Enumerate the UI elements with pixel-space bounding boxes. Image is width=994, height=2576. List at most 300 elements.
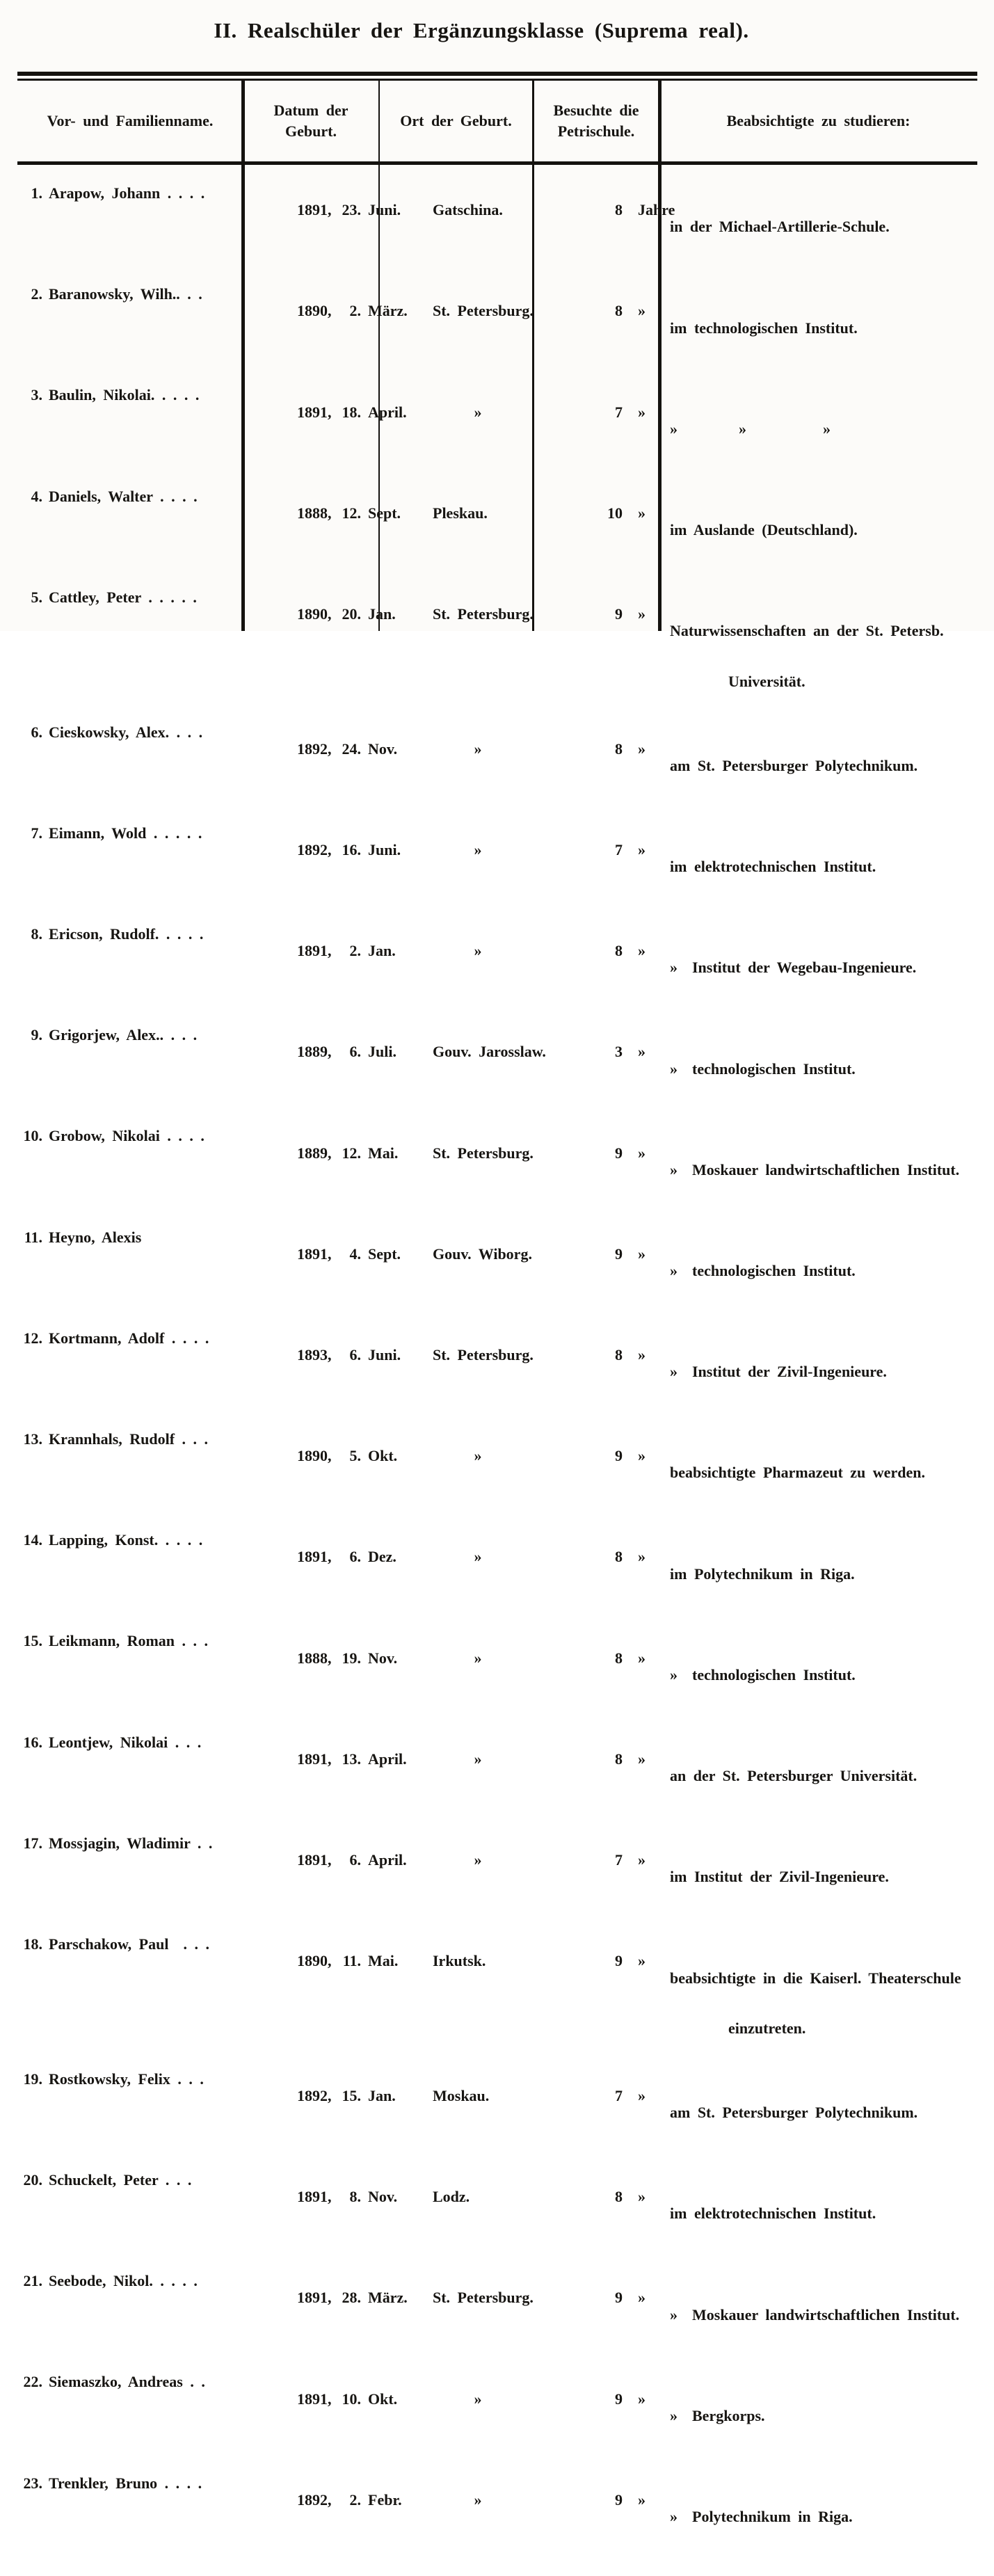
- study-intent: im technologischen Institut.: [670, 319, 858, 337]
- row-number: 4.: [31, 487, 42, 505]
- study-intent-cell: [659, 1835, 977, 1936]
- years-attended-cell: [533, 1734, 659, 1785]
- study-intent: » » »: [670, 419, 831, 438]
- name-cell: [17, 2374, 243, 2390]
- header-row: [17, 81, 977, 161]
- birth-place-cell: [379, 926, 533, 977]
- table-row: [17, 1734, 977, 1835]
- birth-month: Febr.: [368, 2490, 402, 2509]
- birth-place-cell: [379, 1734, 533, 1785]
- table-row: [17, 926, 977, 1027]
- years-attended: 7: [615, 2086, 623, 2104]
- birth-year: 1890,: [297, 302, 332, 320]
- study-intent-cell: [659, 2172, 977, 2273]
- study-intent-cell: [659, 185, 977, 286]
- birth-place: St. Petersburg.: [433, 2289, 534, 2307]
- birth-place-cell: [379, 2273, 533, 2323]
- years-attended-cell: [533, 1431, 659, 1482]
- birth-place: St. Petersburg.: [433, 605, 534, 623]
- birth-place-cell: [379, 1532, 533, 1583]
- row-number: 14.: [23, 1531, 42, 1549]
- birth-date-cell: [243, 926, 396, 977]
- student-name: Cattley, Peter . . . . .: [49, 588, 197, 606]
- student-name: Parschakow, Paul . . .: [49, 1935, 209, 1953]
- student-name: Ericson, Rudolf. . . . .: [49, 925, 204, 943]
- birth-place-cell: [379, 1330, 533, 1381]
- birth-month: Juni.: [368, 840, 401, 858]
- birth-year: 1892,: [297, 739, 332, 758]
- years-attended-cell: [533, 2172, 659, 2223]
- student-name: Baulin, Nikolai. . . . .: [49, 386, 200, 404]
- years-attended: 9: [615, 605, 623, 623]
- table-row: [17, 387, 977, 488]
- student-name: Daniels, Walter . . . .: [49, 487, 198, 505]
- years-attended-cell: [533, 1936, 659, 1987]
- name-cell: [17, 1027, 243, 1043]
- study-intent: » technologischen Institut.: [670, 1262, 856, 1279]
- birth-month: Okt.: [368, 1447, 398, 1465]
- years-attended-cell: [533, 488, 659, 539]
- years-attended: 8: [615, 1649, 623, 1667]
- study-intent-cell: [659, 1431, 977, 1532]
- study-intent: in der Michael-Artillerie-Schule.: [670, 218, 890, 236]
- birth-place: St. Petersburg.: [433, 1346, 534, 1364]
- name-cell: [17, 1936, 243, 1953]
- birth-month: März.: [368, 302, 408, 320]
- years-attended-cell: [533, 1229, 659, 1280]
- years-attended: 8: [615, 201, 623, 219]
- table-row: [17, 825, 977, 926]
- table-row: [17, 286, 977, 387]
- birth-year: 1891,: [297, 403, 332, 421]
- birth-day: 18.: [342, 403, 361, 421]
- table-row: [17, 1229, 977, 1330]
- birth-year: 1889,: [297, 1043, 332, 1061]
- birth-date-cell: [243, 2172, 398, 2223]
- birth-month: April.: [368, 403, 407, 421]
- name-cell: [17, 589, 243, 606]
- birth-month: Dez.: [368, 1548, 396, 1566]
- birth-place-cell: [379, 589, 533, 640]
- table-row: [17, 488, 977, 589]
- row-number: 10.: [23, 1127, 42, 1145]
- student-name: Cieskowsky, Alex. . . .: [49, 723, 203, 741]
- study-intent: im Auslande (Deutschland).: [670, 521, 858, 539]
- row-number: 19.: [23, 2070, 42, 2088]
- student-name: Mossjagin, Wladimir . .: [49, 1834, 213, 1852]
- years-attended: 9: [615, 1952, 623, 1970]
- years-attended: 8: [615, 1750, 623, 1768]
- years-attended-cell: [533, 825, 659, 876]
- study-intent: beabsichtigte Pharmazeut zu werden.: [670, 1464, 925, 1482]
- years-unit: »: [638, 403, 646, 421]
- years-attended: 7: [615, 403, 623, 421]
- birth-place-cell: [379, 2374, 533, 2424]
- birth-place: »: [474, 2390, 482, 2408]
- name-cell: [17, 1431, 243, 1448]
- years-attended: 9: [615, 2390, 623, 2408]
- student-name: Krannhals, Rudolf . . .: [49, 1430, 209, 1448]
- years-unit: »: [638, 942, 646, 960]
- student-name: Leontjew, Nikolai . . .: [49, 1733, 202, 1751]
- birth-place-cell: [379, 724, 533, 775]
- birth-month: Okt.: [368, 2390, 398, 2408]
- study-intent: beabsichtigte in die Kaiserl. Theaterschule: [670, 1969, 961, 1987]
- student-name: Kortmann, Adolf . . . .: [49, 1329, 209, 1347]
- header-study-label: Beabsichtigte zu studieren:: [726, 112, 911, 129]
- header-cell-study: [659, 81, 977, 161]
- birth-month: Mai.: [368, 1952, 399, 1970]
- birth-day: 28.: [342, 2289, 361, 2307]
- study-intent-cell: [659, 2475, 977, 2576]
- student-name: Baranowsky, Wilh.. . .: [49, 285, 202, 303]
- years-attended: 9: [615, 1245, 623, 1263]
- birth-place: St. Petersburg.: [433, 1144, 534, 1162]
- birth-date-cell: [243, 387, 407, 438]
- birth-place: Moskau.: [433, 2086, 490, 2104]
- birth-place-cell: [379, 1835, 533, 1886]
- birth-day: 16.: [342, 840, 361, 858]
- header-cell-name: [17, 81, 243, 161]
- birth-month: April.: [368, 1851, 407, 1869]
- years-unit: »: [638, 2188, 646, 2206]
- name-cell: [17, 185, 243, 202]
- birth-place: »: [474, 942, 482, 960]
- birth-place: »: [474, 2490, 482, 2509]
- name-cell: [17, 825, 243, 842]
- birth-day: 20.: [342, 605, 361, 623]
- birth-date-cell: [243, 185, 401, 236]
- birth-day: 4.: [349, 1245, 361, 1263]
- years-unit: »: [638, 2490, 646, 2509]
- table-row: [17, 2273, 977, 2374]
- birth-day: 2.: [349, 302, 361, 320]
- study-intent-cell: [659, 387, 977, 488]
- birth-date-cell: [243, 589, 396, 640]
- birth-month: Sept.: [368, 504, 401, 522]
- birth-place: Lodz.: [433, 2188, 470, 2206]
- name-cell: [17, 1835, 243, 1852]
- years-attended: 7: [615, 840, 623, 858]
- study-intent-continuation: Universität.: [728, 672, 805, 690]
- birth-month: Nov.: [368, 1649, 398, 1667]
- table-row: [17, 1128, 977, 1229]
- years-unit: »: [638, 739, 646, 758]
- student-name: Rostkowsky, Felix . . .: [49, 2070, 204, 2088]
- student-name: Arapow, Johann . . . .: [49, 184, 205, 202]
- birth-place-cell: [379, 2071, 533, 2122]
- birth-year: 1891,: [297, 1750, 332, 1768]
- study-intent-cell: [659, 1128, 977, 1229]
- study-intent: am St. Petersburger Polytechnikum.: [670, 2104, 918, 2122]
- birth-day: 6.: [349, 1346, 361, 1364]
- table-row: [17, 589, 977, 724]
- name-cell: [17, 286, 243, 303]
- birth-date-cell: [243, 488, 401, 539]
- years-attended: 7: [615, 1851, 623, 1869]
- row-number: 6.: [31, 723, 42, 741]
- name-cell: [17, 1128, 243, 1144]
- years-attended-cell: [533, 1633, 659, 1683]
- birth-day: 12.: [342, 1144, 361, 1162]
- table-row: [17, 2374, 977, 2474]
- row-number: 22.: [23, 2373, 42, 2391]
- birth-date-cell: [243, 1936, 399, 1987]
- years-attended-cell: [533, 1027, 659, 1078]
- birth-place: »: [474, 739, 482, 758]
- birth-day: 6.: [349, 1043, 361, 1061]
- name-cell: [17, 1229, 243, 1246]
- birth-place-cell: [379, 2475, 533, 2526]
- study-intent: » Moskauer landwirtschaftlichen Institut.: [670, 2305, 960, 2323]
- years-unit: »: [638, 1548, 646, 1566]
- birth-place-cell: [379, 488, 533, 539]
- study-intent-cell: [659, 825, 977, 926]
- years-attended: 9: [615, 2490, 623, 2509]
- birth-place-cell: [379, 1633, 533, 1683]
- name-cell: [17, 1633, 243, 1649]
- birth-day: 10.: [342, 2390, 361, 2408]
- birth-month: Jan.: [368, 942, 396, 960]
- birth-day: 13.: [342, 1750, 361, 1768]
- birth-year: 1892,: [297, 2086, 332, 2104]
- study-intent: » Polytechnikum in Riga.: [670, 2508, 853, 2526]
- birth-place-cell: [379, 387, 533, 438]
- birth-place-cell: [379, 825, 533, 876]
- row-number: 21.: [23, 2272, 42, 2290]
- birth-day: 11.: [342, 1952, 361, 1970]
- birth-year: 1891,: [297, 2390, 332, 2408]
- birth-day: 5.: [349, 1447, 361, 1465]
- years-unit: »: [638, 1851, 646, 1869]
- birth-year: 1891,: [297, 2289, 332, 2307]
- name-cell: [17, 724, 243, 741]
- row-number: 16.: [23, 1733, 42, 1751]
- table-row: [17, 1936, 977, 2071]
- study-intent-cell: [659, 926, 977, 1027]
- name-cell: [17, 2071, 243, 2088]
- years-unit: »: [638, 605, 646, 623]
- birth-place: »: [474, 840, 482, 858]
- header-cell-school: [533, 81, 659, 161]
- years-unit: »: [638, 1750, 646, 1768]
- birth-year: 1888,: [297, 504, 332, 522]
- years-attended-cell: [533, 286, 659, 337]
- table-row: [17, 1633, 977, 1734]
- study-intent: am St. Petersburger Polytechnikum.: [670, 756, 918, 774]
- row-number: 12.: [23, 1329, 42, 1347]
- birth-date-cell: [243, 825, 401, 876]
- birth-place-cell: [379, 185, 533, 236]
- years-unit: »: [638, 1043, 646, 1061]
- birth-month: Jan.: [368, 2086, 396, 2104]
- birth-day: 24.: [342, 739, 361, 758]
- years-unit: »: [638, 1144, 646, 1162]
- students-table: [17, 72, 977, 2526]
- study-intent-continuation: einzutreten.: [728, 2019, 806, 2038]
- study-intent-cell: [659, 286, 977, 387]
- years-attended-cell: [533, 185, 675, 236]
- birth-year: 1890,: [297, 1447, 332, 1465]
- table-row: [17, 2071, 977, 2172]
- study-intent: » technologischen Institut.: [670, 1665, 856, 1683]
- birth-day: 19.: [342, 1649, 361, 1667]
- birth-date-cell: [243, 1532, 396, 1583]
- years-unit: »: [638, 840, 646, 858]
- years-unit: »: [638, 2086, 646, 2104]
- years-attended: 8: [615, 1346, 623, 1364]
- row-number: 15.: [23, 1632, 42, 1650]
- header-school-line1: Besuchte die: [553, 102, 639, 119]
- years-unit: »: [638, 1952, 646, 1970]
- years-attended-cell: [533, 724, 659, 775]
- row-number: 13.: [23, 1430, 42, 1448]
- birth-month: Juli.: [368, 1043, 396, 1061]
- study-intent: im elektrotechnischen Institut.: [670, 2205, 876, 2223]
- row-number: 11.: [24, 1228, 42, 1246]
- years-attended-cell: [533, 1330, 659, 1381]
- study-intent-cell: [659, 1229, 977, 1330]
- study-intent: im elektrotechnischen Institut.: [670, 858, 876, 876]
- birth-date-cell: [243, 1330, 401, 1381]
- study-intent-cell: [659, 1330, 977, 1431]
- study-intent-cell: [659, 724, 977, 825]
- header-school-line2: Petrischule.: [557, 122, 635, 140]
- years-attended-cell: [533, 926, 659, 977]
- row-number: 23.: [23, 2474, 42, 2492]
- row-number: 3.: [31, 386, 42, 404]
- birth-month: Nov.: [368, 2188, 398, 2206]
- study-intent: » technologischen Institut.: [670, 1059, 856, 1078]
- study-intent-cell: [659, 2071, 977, 2172]
- study-intent: » Institut der Wegebau-Ingenieure.: [670, 959, 917, 977]
- birth-date-cell: [243, 724, 398, 775]
- study-intent: » Institut der Zivil-Ingenieure.: [670, 1363, 887, 1381]
- table-row: [17, 1835, 977, 1936]
- birth-month: April.: [368, 1750, 407, 1768]
- name-cell: [17, 387, 243, 403]
- name-cell: [17, 2172, 243, 2189]
- birth-day: 2.: [349, 942, 361, 960]
- table-row: [17, 1532, 977, 1633]
- row-number: 17.: [23, 1834, 42, 1852]
- years-attended: 9: [615, 1144, 623, 1162]
- birth-month: Juni.: [368, 1346, 401, 1364]
- name-cell: [17, 2475, 243, 2492]
- study-intent-cell: [659, 589, 977, 724]
- birth-day: 2.: [349, 2490, 361, 2509]
- birth-date-cell: [243, 1734, 407, 1785]
- birth-place-cell: [379, 286, 533, 337]
- student-name: Eimann, Wold . . . . .: [49, 824, 202, 842]
- years-unit: »: [638, 2289, 646, 2307]
- study-intent: an der St. Petersburger Universität.: [670, 1767, 917, 1785]
- birth-month: Mai.: [368, 1144, 399, 1162]
- years-attended: 8: [615, 942, 623, 960]
- study-intent-cell: [659, 2374, 977, 2474]
- birth-year: 1892,: [297, 840, 332, 858]
- student-name: Siemaszko, Andreas . .: [49, 2373, 205, 2391]
- row-number: 5.: [31, 588, 42, 606]
- birth-place: Gatschina.: [433, 201, 503, 219]
- birth-place: St. Petersburg.: [433, 302, 534, 320]
- birth-year: 1891,: [297, 1851, 332, 1869]
- years-attended-cell: [533, 1128, 659, 1178]
- name-cell: [17, 2273, 243, 2289]
- birth-place: »: [474, 1750, 482, 1768]
- table-row: [17, 724, 977, 825]
- name-cell: [17, 1330, 243, 1347]
- birth-year: 1890,: [297, 1952, 332, 1970]
- birth-date-cell: [243, 1633, 398, 1683]
- birth-place-cell: [379, 2172, 533, 2223]
- row-number: 9.: [31, 1026, 42, 1044]
- years-attended-cell: [533, 1835, 659, 1886]
- student-name: Grobow, Nikolai . . . .: [49, 1127, 205, 1145]
- study-intent: Naturwissenschaften an der St. Petersb.: [670, 622, 944, 640]
- birth-place-cell: [379, 1027, 546, 1078]
- header-name-label: Vor- und Familienname.: [47, 112, 214, 129]
- birth-place: Gouv. Jarosslaw.: [433, 1043, 546, 1061]
- birth-year: 1889,: [297, 1144, 332, 1162]
- student-name: Lapping, Konst. . . . .: [49, 1531, 203, 1549]
- table-row: [17, 1330, 977, 1431]
- page-title: II. Realschüler der Ergänzungsklasse (Suprema real).: [214, 18, 749, 42]
- years-attended: 9: [615, 1447, 623, 1465]
- birth-month: Sept.: [368, 1245, 401, 1263]
- birth-place: »: [474, 1447, 482, 1465]
- student-name: Schuckelt, Peter . . .: [49, 2170, 192, 2189]
- birth-place: Gouv. Wiborg.: [433, 1245, 532, 1263]
- birth-date-cell: [243, 1027, 396, 1078]
- birth-year: 1891,: [297, 2188, 332, 2206]
- study-intent-cell: [659, 1734, 977, 1835]
- student-name: Trenkler, Bruno . . . .: [49, 2474, 202, 2492]
- birth-month: Juni.: [368, 201, 401, 219]
- years-attended-cell: [533, 589, 659, 640]
- birth-date-cell: [243, 2071, 396, 2122]
- birth-place: »: [474, 1548, 482, 1566]
- years-unit: »: [638, 2390, 646, 2408]
- table-row: [17, 2475, 977, 2576]
- years-attended-cell: [533, 2273, 659, 2323]
- row-number: 18.: [23, 1935, 42, 1953]
- birth-place: »: [474, 1851, 482, 1869]
- birth-month: Jan.: [368, 605, 396, 623]
- birth-month: Nov.: [368, 739, 398, 758]
- table-row: [17, 185, 977, 286]
- study-intent-cell: [659, 488, 977, 589]
- table-row: [17, 1431, 977, 1532]
- table-row: [17, 2172, 977, 2273]
- birth-year: 1891,: [297, 1245, 332, 1263]
- header-cell-birth-place: [379, 81, 533, 161]
- table-body: [17, 165, 977, 2526]
- birth-day: 6.: [349, 1851, 361, 1869]
- birth-place: Pleskau.: [433, 504, 488, 522]
- row-number: 2.: [31, 285, 42, 303]
- name-cell: [17, 1734, 243, 1751]
- years-attended: 3: [615, 1043, 623, 1061]
- table-row: [17, 1027, 977, 1128]
- years-attended-cell: [533, 2071, 659, 2122]
- birth-place: »: [474, 403, 482, 421]
- years-unit: »: [638, 1649, 646, 1667]
- birth-year: 1890,: [297, 605, 332, 623]
- name-cell: [17, 1532, 243, 1549]
- years-attended-cell: [533, 1532, 659, 1583]
- header-cell-birth-date: [243, 81, 379, 161]
